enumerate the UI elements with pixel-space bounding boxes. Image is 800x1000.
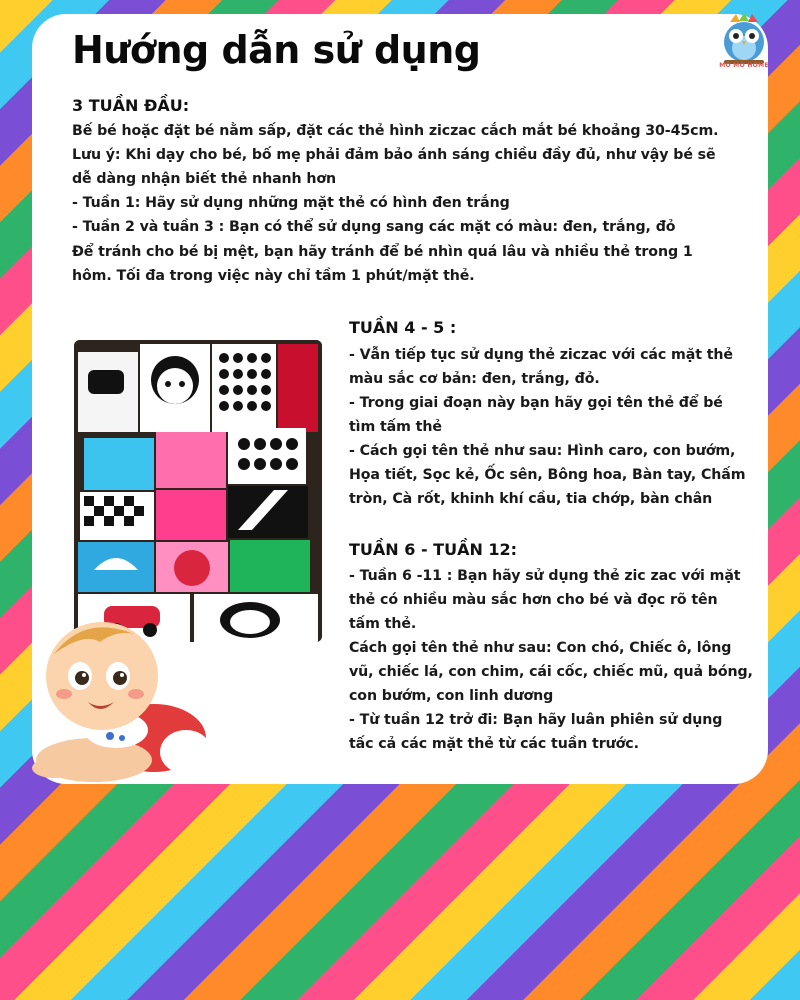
baby-illustration	[24, 610, 220, 790]
section-1-line: Lưu ý: Khi dạy cho bé, bố mẹ phải đảm bảo ánh sáng chiều đầy đủ, như vậy bé sẽ	[72, 147, 716, 163]
section-heading-weeks-4-5: TUẦN 4 - 5 :	[349, 318, 457, 337]
section-2-line: tròn, Cà rốt, khinh khí cầu, tia chớp, bàn chân	[349, 491, 713, 507]
section-2-line: - Vẫn tiếp tục sử dụng thẻ ziczac với các mặt thẻ	[349, 347, 733, 363]
section-1-line: - Tuần 2 và tuần 3 : Bạn có thể sử dụng sang các mặt có màu: đen, trắng, đỏ	[72, 219, 676, 235]
section-2-line: màu sắc cơ bản: đen, trắng, đỏ.	[349, 371, 600, 387]
section-3-line: tấc cả các mặt thẻ từ các tuần trước.	[349, 736, 639, 752]
section-2-line: tìm tấm thẻ	[349, 419, 442, 435]
section-heading-weeks-6-12: TUẦN 6 - TUẦN 12:	[349, 540, 518, 559]
section-3-line: vũ, chiếc lá, con chim, cái cốc, chiếc mũ, quả bóng,	[349, 664, 753, 680]
section-3-line: tấm thẻ.	[349, 616, 417, 632]
section-1-line: - Tuần 1: Hãy sử dụng những mặt thẻ có hình đen trắng	[72, 195, 510, 211]
owl-icon	[712, 12, 776, 68]
brand-logo	[712, 12, 776, 76]
section-3-line: Cách gọi tên thẻ như sau: Con chó, Chiếc ô, lông	[349, 640, 732, 656]
section-1-line: Để tránh cho bé bị mệt, bạn hãy tránh để bé nhìn quá lâu và nhiều thẻ trong 1	[72, 244, 693, 260]
section-2-line: - Cách gọi tên thẻ như sau: Hình caro, con bướm,	[349, 443, 736, 459]
section-3-line: - Từ tuần 12 trở đi: Bạn hãy luân phiên sử dụng	[349, 712, 723, 728]
page-title: Hướng dẫn sử dụng	[72, 28, 481, 72]
section-2-line: - Trong giai đoạn này bạn hãy gọi tên thẻ để bé	[349, 395, 723, 411]
section-1-line: dễ dàng nhận biết thẻ nhanh hơn	[72, 171, 337, 187]
section-3-line: thẻ có nhiều màu sắc hơn cho bé và đọc rõ tên	[349, 592, 718, 608]
section-heading-weeks-1-3: 3 TUẦN ĐẦU:	[72, 96, 190, 115]
section-1-line: hôm. Tối đa trong việc này chỉ tầm 1 phút/mặt thẻ.	[72, 268, 475, 284]
section-3-line: - Tuần 6 -11 : Bạn hãy sử dụng thẻ zic zac với mặt	[349, 568, 741, 584]
product-photo-flash-cards	[74, 340, 322, 642]
section-1-line: Bế bé hoặc đặt bé nằm sấp, đặt các thẻ hình ziczac cắch mắt bé khoảng 30-45cm.	[72, 123, 719, 139]
logo-text: MÔ MÔ HOME	[719, 62, 769, 69]
section-3-line: con bướm, con linh dương	[349, 688, 554, 704]
section-2-line: Họa tiết, Sọc kẻ, Ốc sên, Bông hoa, Bàn tay, Chấm	[349, 467, 746, 483]
